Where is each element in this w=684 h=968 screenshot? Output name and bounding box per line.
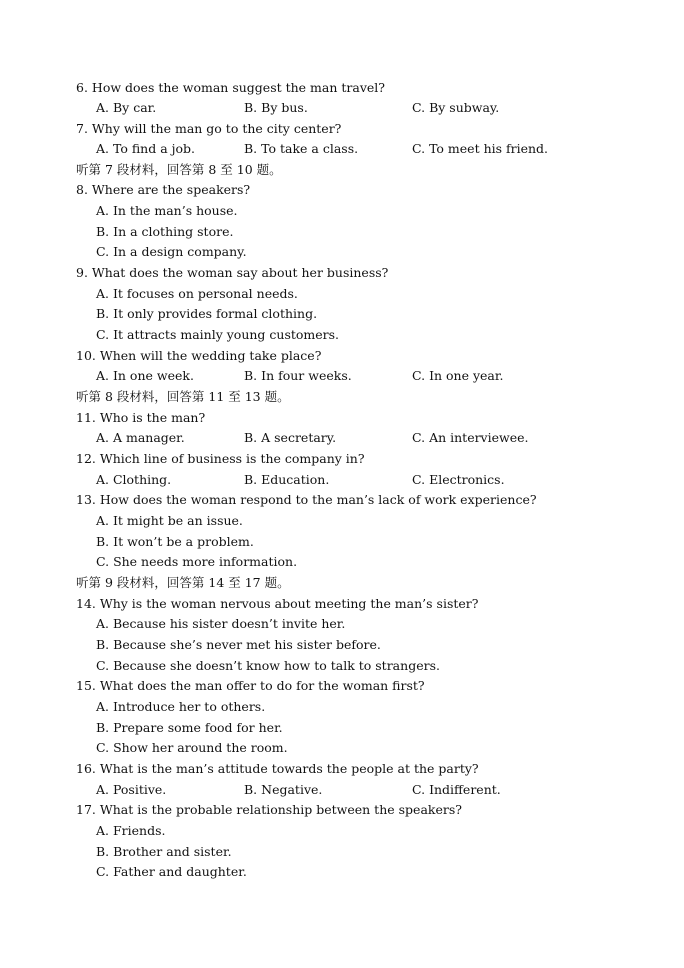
option-c: C. In a design company. [96, 244, 247, 259]
question-number: 12. [76, 451, 96, 466]
question-stem: What is the probable relationship between the speakers? [99, 802, 462, 817]
option-c: C. An interviewee. [412, 430, 529, 445]
question-number: 7. [76, 121, 88, 136]
question-stem: How does the woman suggest the man travel? [91, 80, 385, 95]
option-a: A. Friends. [96, 823, 166, 838]
option-b: B. In four weeks. [244, 368, 352, 383]
question-6 [76, 78, 385, 98]
question-number: 13. [76, 492, 96, 507]
question-stem: How does the woman respond to the man’s lack of work experience? [99, 492, 537, 507]
question-number: 9. [76, 265, 88, 280]
option-c: C. In one year. [412, 368, 504, 383]
option-b: B. It only provides formal clothing. [96, 306, 318, 321]
option-a: A. In the man’s house. [96, 203, 238, 218]
question-number: 10. [76, 348, 96, 363]
question-17 [76, 800, 462, 820]
option-b: B. Because she’s never met his sister before. [96, 637, 381, 652]
question-16 [76, 759, 479, 779]
question-stem: What does the woman say about her business? [91, 265, 389, 280]
option-a: A. Clothing. [96, 472, 172, 487]
question-stem: What is the man’s attitude towards the people at the party? [99, 761, 479, 776]
question-13 [76, 490, 537, 510]
option-c: C. Show her around the room. [96, 740, 288, 755]
question-10 [76, 346, 321, 366]
section-heading: 听第 9 段材料，回答第 14 至 17 题。 [76, 575, 290, 590]
option-b: B. Prepare some food for her. [96, 720, 283, 735]
question-number: 16. [76, 761, 96, 776]
option-b: B. Education. [244, 472, 330, 487]
question-12 [76, 449, 365, 469]
option-a: A. It might be an issue. [96, 513, 243, 528]
question-14 [76, 594, 478, 614]
option-a: A. In one week. [96, 368, 194, 383]
option-b: B. To take a class. [244, 141, 359, 156]
option-b: B. Negative. [244, 782, 323, 797]
option-a: A. It focuses on personal needs. [96, 286, 298, 301]
question-stem: Who is the man? [99, 410, 206, 425]
option-c: C. Indifferent. [412, 782, 501, 797]
option-c: C. She needs more information. [96, 554, 298, 569]
option-c: C. By subway. [412, 100, 500, 115]
question-8 [76, 180, 250, 200]
option-b: B. It won’t be a problem. [96, 534, 254, 549]
question-stem: Why is the woman nervous about meeting the man’s sister? [99, 596, 479, 611]
option-c: C. Because she doesn’t know how to talk to strangers. [96, 658, 440, 673]
question-stem: Why will the man go to the city center? [91, 121, 342, 136]
option-b: B. A secretary. [244, 430, 337, 445]
option-c: C. It attracts mainly young customers. [96, 327, 340, 342]
question-stem: When will the wedding take place? [99, 348, 322, 363]
option-b: B. In a clothing store. [96, 224, 234, 239]
option-a: A. Positive. [96, 782, 167, 797]
question-number: 15. [76, 678, 96, 693]
option-a: A. To find a job. [96, 141, 196, 156]
question-number: 14. [76, 596, 96, 611]
question-stem: What does the man offer to do for the woman first? [99, 678, 425, 693]
question-number: 17. [76, 802, 96, 817]
option-a: A. Introduce her to others. [96, 699, 266, 714]
question-stem: Where are the speakers? [91, 182, 251, 197]
question-number: 8. [76, 182, 88, 197]
question-stem: Which line of business is the company in? [99, 451, 365, 466]
question-15 [76, 676, 425, 696]
question-7 [76, 119, 341, 139]
option-a: A. A manager. [96, 430, 185, 445]
question-11 [76, 408, 205, 428]
option-b: B. By bus. [244, 100, 308, 115]
option-c: C. Father and daughter. [96, 864, 247, 879]
section-heading: 听第 7 段材料，回答第 8 至 10 题。 [76, 162, 282, 177]
option-b: B. Brother and sister. [96, 844, 232, 859]
option-a: A. Because his sister doesn’t invite her. [96, 616, 346, 631]
option-c: C. To meet his friend. [412, 141, 549, 156]
question-9 [76, 263, 388, 283]
question-number: 6. [76, 80, 88, 95]
option-a: A. By car. [96, 100, 157, 115]
option-c: C. Electronics. [412, 472, 505, 487]
question-number: 11. [76, 410, 96, 425]
section-heading: 听第 8 段材料，回答第 11 至 13 题。 [76, 389, 290, 404]
